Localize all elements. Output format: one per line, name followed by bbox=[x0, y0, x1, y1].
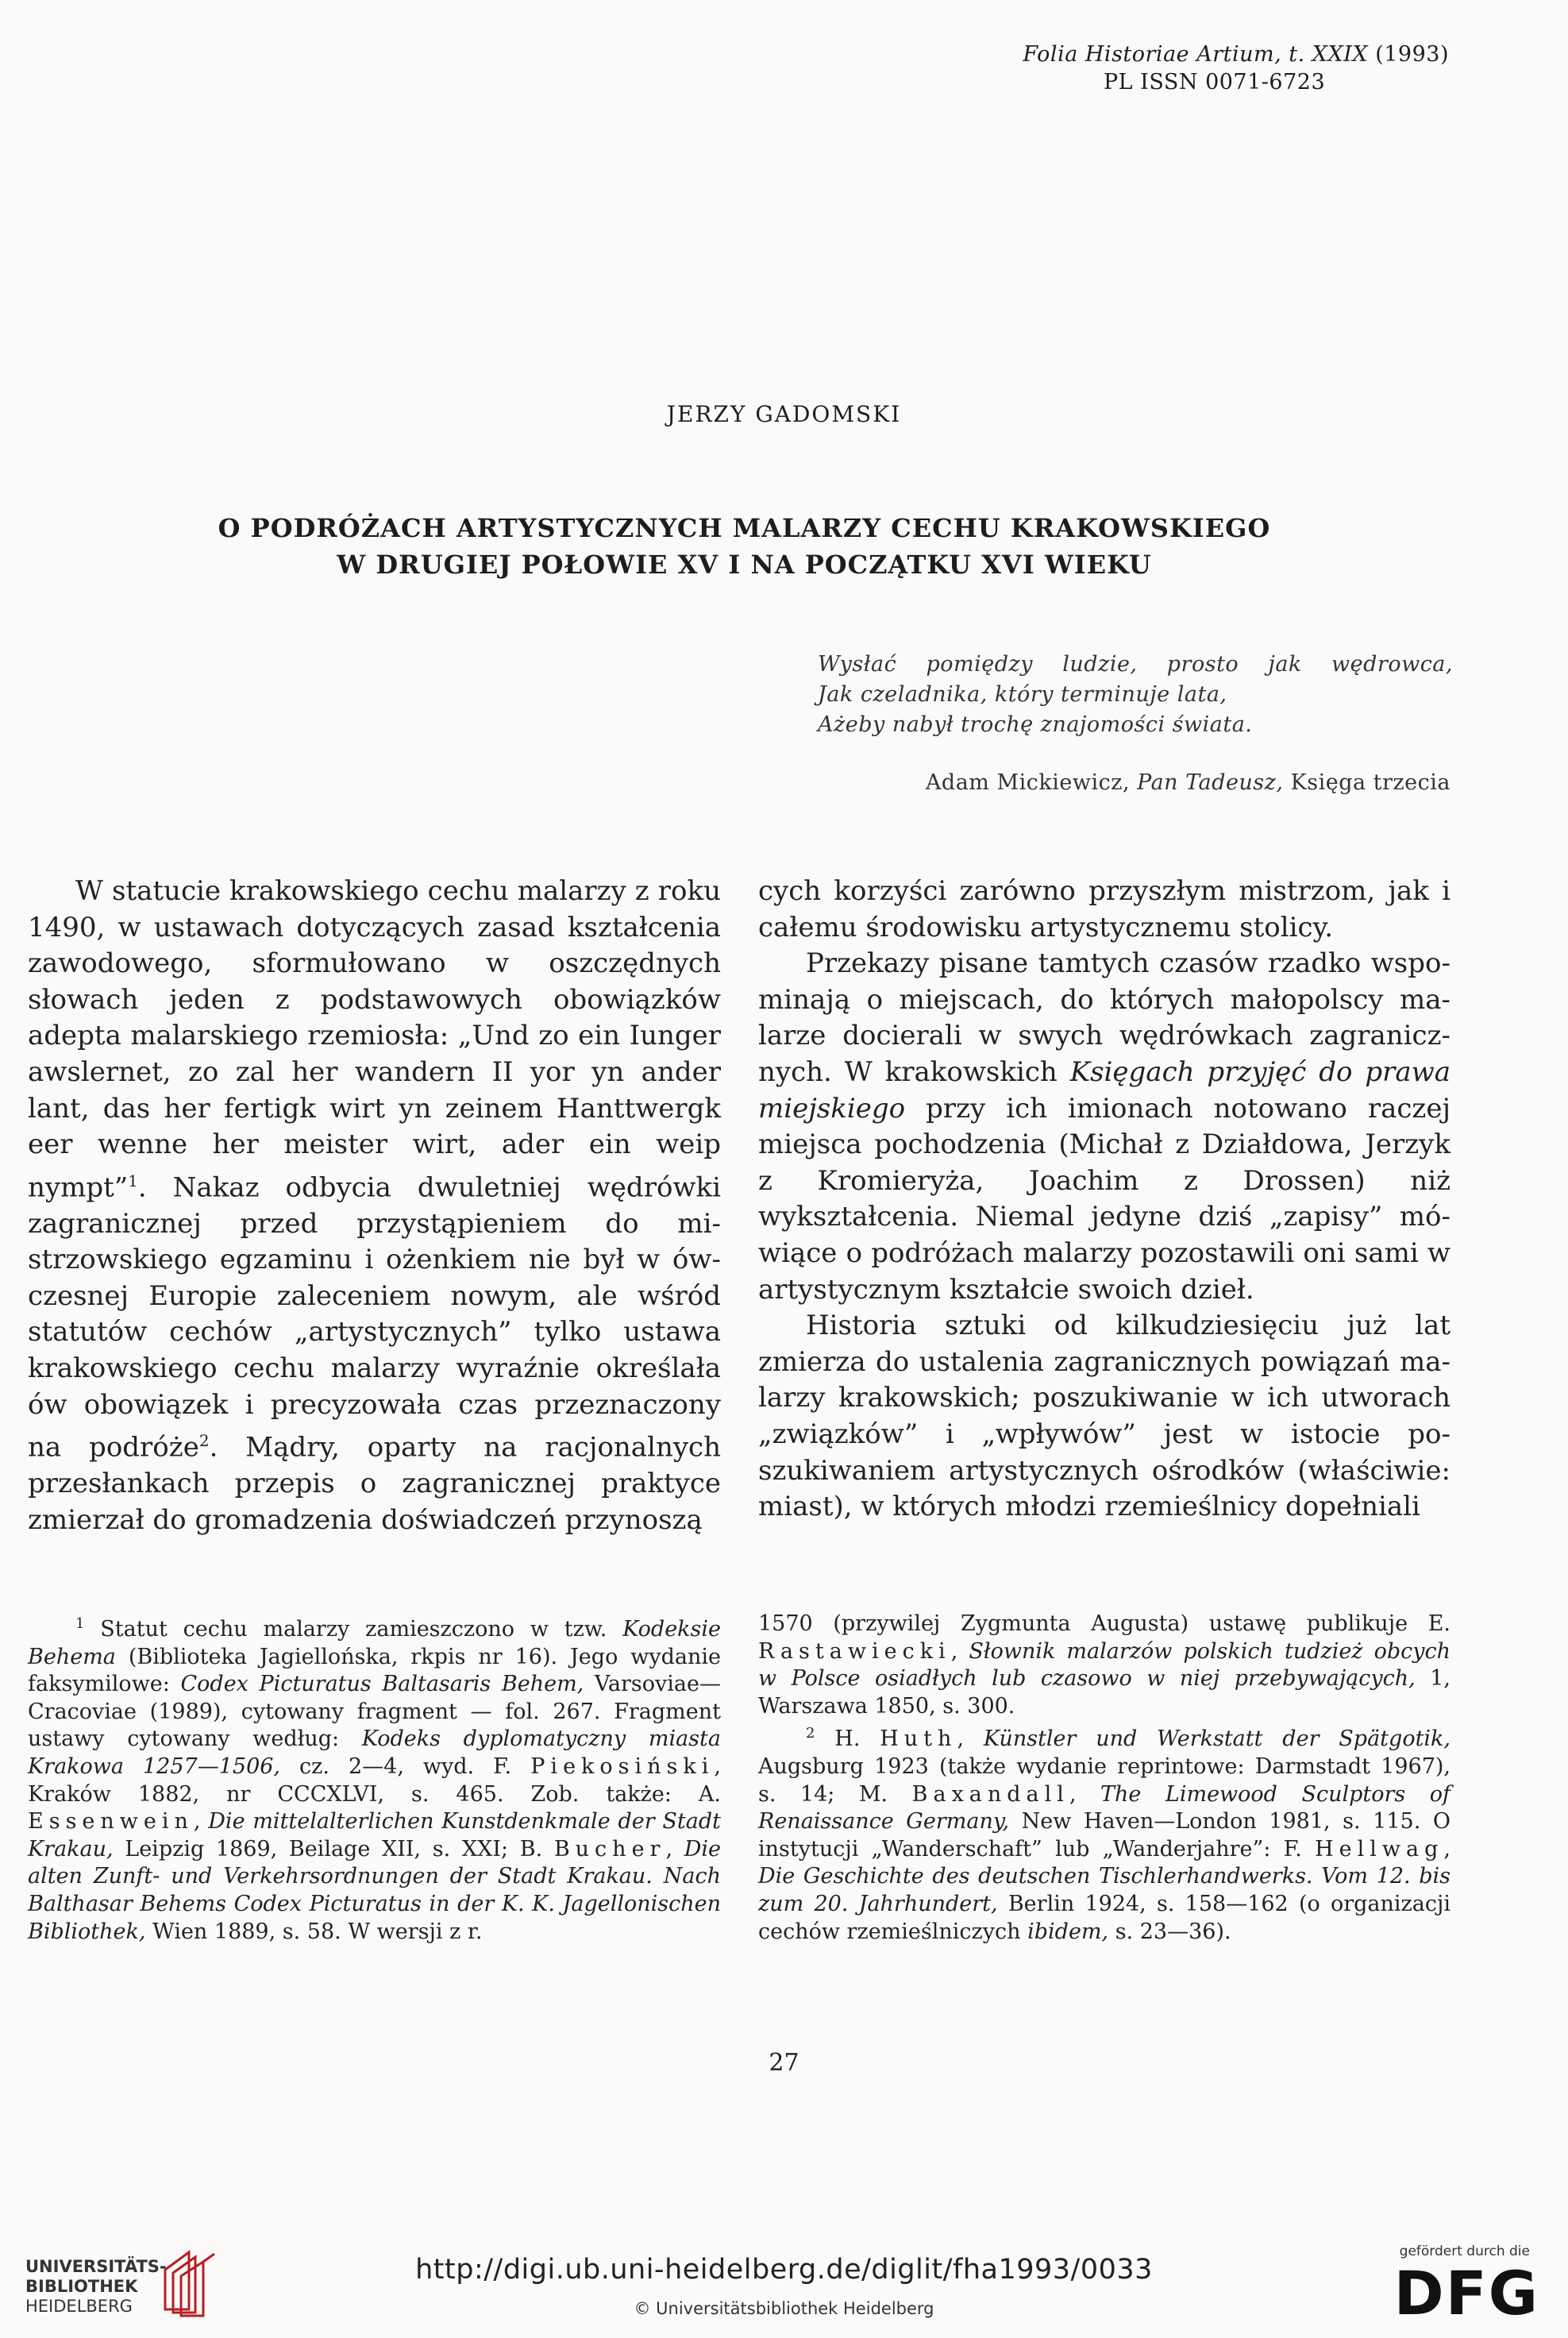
footnote-spaced-name: Bucher bbox=[553, 1836, 666, 1862]
footnote-italic: Codex Picturatus Baltasaris Behem, bbox=[180, 1672, 584, 1697]
author-name: JERZY GADOMSKI bbox=[666, 401, 902, 427]
footnote-text: , bbox=[1443, 1836, 1450, 1862]
library-line: UNIVERSITÄTS- bbox=[25, 2257, 167, 2276]
footnote-text: , bbox=[193, 1809, 209, 1835]
article-title bbox=[119, 510, 1370, 583]
footnote-text: , bbox=[950, 1638, 969, 1664]
footnote-2 bbox=[758, 1720, 1450, 1946]
body-italic: Księgach przyjęć do prawa miejskiego bbox=[758, 1055, 1450, 1125]
footnote-spaced-name: Piekosiński bbox=[530, 1754, 715, 1779]
footnote-text: (Biblioteka Jagiellońska, rkpis nr 16). Jego wydanie faksymilowe: bbox=[28, 1644, 721, 1697]
footnote-italic: Kodeksie Behema bbox=[28, 1617, 721, 1669]
page-number: 27 bbox=[769, 2049, 799, 2077]
body-text: . Nakaz odbycia dwuletniej wędrówki zagranicznej przed przystąpieniem do mistrzowskiego egzaminu i ożenkiem nie był w ówczesnej Europie zaleceniem nowym, ale wśród statutów cechów „artystycznych” tylko ustawa krakowskiego cechu malarzy wyraźnie określała ów obowiązek i precyzowała czas przeznaczony na podróże bbox=[28, 1171, 721, 1464]
footnote-1-continued bbox=[758, 1611, 1450, 1720]
permalink-url[interactable]: http://digi.ub.uni-heidelberg.de/diglit/fha1993/0033 bbox=[415, 2254, 1153, 2286]
journal-header bbox=[1023, 41, 1449, 68]
body-paragraph: Historia sztuki od kilkudziesięciu już lat zmierza do ustalenia zagranicznych powiązań malarzy krakowskich; poszukiwanie w ich utworach „związków” i „wpływów” jest w istocie poszukiwaniem artystycznych ośrodków (właściwie: miast), w których młodzi rzemieślnicy dopełniali bbox=[758, 1310, 1450, 1523]
footnote-spaced-name: Hellwag bbox=[1315, 1836, 1444, 1862]
footnote-text: , bbox=[1069, 1781, 1101, 1807]
body-paragraph bbox=[28, 874, 721, 1538]
epigraph bbox=[818, 650, 1453, 740]
footnote-italic: Die alten Zunft- und Verkehrsordnungen der Stadt Krakau. Nach Balthasar Behems Codex Picturatus in der K. K. Jagellonischen Bibliothek, bbox=[28, 1836, 721, 1944]
body-text: Przekazy pisane tamtych czasów rzadko wspominają o miejscach, do których małopolscy malarze docierali w swych wędrówkach zagranicznych. W krakowskich bbox=[758, 947, 1450, 1088]
footnote-text: Leipzig 1869, Beilage XII, s. XXI; B. bbox=[113, 1836, 554, 1862]
footnote-number: 1 bbox=[75, 1615, 85, 1632]
footnote-text: Wien 1889, s. 58. W wersji z r. bbox=[145, 1919, 483, 1944]
footnote-text: 1570 (przywilej Zygmunta Augusta) ustawę publikuje E. bbox=[758, 1611, 1450, 1636]
footnote-text: s. 23—36). bbox=[1108, 1919, 1231, 1944]
footnote-text: , bbox=[957, 1726, 984, 1752]
journal-title: Folia Historiae Artium, t. XXIX bbox=[1023, 42, 1369, 67]
footnotes-right bbox=[758, 1611, 1450, 1946]
body-paragraph: cych korzyści zarówno przyszłym mistrzom, jak i całemu środowisku artystycznemu stolicy. bbox=[758, 875, 1450, 943]
epigraph-author: Adam Mickiewicz, bbox=[925, 770, 1131, 795]
footnote-spaced-name: Baxandall bbox=[911, 1781, 1069, 1807]
footnote-text: H. bbox=[815, 1726, 880, 1752]
issn: PL ISSN 0071-6723 bbox=[1104, 70, 1326, 95]
footnote-text: , Kraków 1882, nr CCCXLVI, s. 465. Zob. także: A. bbox=[28, 1754, 721, 1807]
footnotes-left bbox=[28, 1611, 721, 1946]
footnote-1 bbox=[28, 1611, 721, 1946]
copyright-notice: © Universitätsbibliothek Heidelberg bbox=[634, 2299, 934, 2318]
footnote-ref[interactable]: 2 bbox=[198, 1431, 210, 1451]
journal-year: (1993) bbox=[1375, 42, 1449, 67]
body-column-left bbox=[28, 874, 721, 1538]
epigraph-attribution bbox=[926, 770, 1450, 795]
footnote-text: Statut cechu malarzy zamieszczono w tzw. bbox=[84, 1617, 623, 1642]
footnote-text: Varsoviae—Cracoviae (1989), cytowany fragment — fol. 267. Fragment ustawy cytowany według: bbox=[28, 1672, 721, 1752]
footnote-spaced-name: Essenwein bbox=[28, 1809, 194, 1835]
funding-label: gefördert durch die bbox=[1399, 2243, 1530, 2259]
footnote-italic: ibidem, bbox=[1027, 1919, 1109, 1944]
body-text: . Mądry, oparty na racjonalnych przesłankach przepis o zagranicznej praktyce zmierzał do gromadzenia doświadczeń przynoszą bbox=[28, 1431, 722, 1536]
epigraph-work: Pan Tadeusz, bbox=[1137, 770, 1284, 795]
dfg-logo: DFG bbox=[1393, 2258, 1539, 2328]
library-line: HEIDELBERG bbox=[25, 2297, 133, 2316]
body-text: przy ich imionach notowano raczej miejsca pochodzenia (Michał z Działdowa, Jerzyk z Kromieryża, Joachim z Drossen) niż wykształcenia. Niemal jedyne dziś „zapisy” mówiące o podróżach malarzy pozostawili oni sami w artystycznym kształcie swoich dzieł. bbox=[758, 1092, 1450, 1306]
footnote-italic: The Limewood Sculptors of Renaissance Germany, bbox=[758, 1781, 1451, 1835]
footnote-ref[interactable]: 1 bbox=[128, 1171, 138, 1190]
footnote-text: New Haven—London 1981, s. 115. O instytucji „Wanderschaft” lub „Wanderjahre”: F. bbox=[758, 1809, 1450, 1862]
footnote-text: 1, Warszawa 1850, s. 300. bbox=[758, 1666, 1450, 1719]
footnote-text: cz. 2—4, wyd. F. bbox=[280, 1754, 531, 1779]
epigraph-line: Wysłać pomiędzy ludzie, prosto jak wędrowca, bbox=[818, 652, 1453, 677]
epigraph-part: Księga trzecia bbox=[1290, 770, 1450, 795]
footnote-italic: Künstler und Werkstatt der Spätgotik, bbox=[983, 1726, 1450, 1752]
footnote-text: Augsburg 1923 (także wydanie reprintowe: Darmstadt 1967), s. 14; M. bbox=[758, 1754, 1450, 1807]
footnote-italic: Kodeks dyplomatyczny miasta Krakowa 1257—1506, bbox=[28, 1726, 721, 1779]
footnote-italic: Die Geschichte des deutschen Tischlerhandwerks. Vom 12. bis zum 20. Jahrhundert, bbox=[758, 1864, 1450, 1916]
body-paragraph bbox=[758, 946, 1450, 1308]
footnote-spaced-name: Rastawiecki bbox=[758, 1638, 951, 1664]
article-title-line2: W DRUGIEJ POŁOWIE XV I NA POCZĄTKU XVI WIEKU bbox=[337, 550, 1152, 580]
footnote-text: , bbox=[665, 1836, 684, 1862]
footnote-spaced-name: Huth bbox=[880, 1726, 957, 1752]
epigraph-line: Ażeby nabył trochę znajomości świata. bbox=[818, 712, 1253, 737]
library-line: BIBLIOTHEK bbox=[25, 2277, 138, 2296]
footnote-italic: Die mittelalterlichen Kunstdenkmale der Stadt Krakau, bbox=[28, 1809, 721, 1862]
footnote-italic: Słownik malarzów polskich tudzież obcych w Polsce osiadłych lub czasowo w niej przebywających, bbox=[758, 1638, 1451, 1692]
footnote-text: Berlin 1924, s. 158—162 (o organizacji cechów rzemieślniczych bbox=[758, 1891, 1450, 1944]
body-text: W statucie krakowskiego cechu malarzy z roku 1490, w ustawach dotyczących zasad kształcenia zawodowego, sformułowano w oszczędnych słowach jeden z podstawowych obowiązków adepta malarskiego rzemiosła: „Und zo ein Iunger awslernet, zo zal her wandern II yor yn ander lant, das her fertigk wirt yn zeinem Hanttwergk eer wenne her meister wirt, ader ein weip nympt” bbox=[28, 875, 721, 1204]
footnote-number: 2 bbox=[806, 1725, 815, 1742]
body-column-right bbox=[758, 874, 1450, 1526]
article-title-line1: O PODRÓŻACH ARTYSTYCZNYCH MALARZY CECHU KRAKOWSKIEGO bbox=[218, 513, 1271, 543]
epigraph-line: Jak czeladnika, który terminuje lata, bbox=[818, 682, 1227, 707]
